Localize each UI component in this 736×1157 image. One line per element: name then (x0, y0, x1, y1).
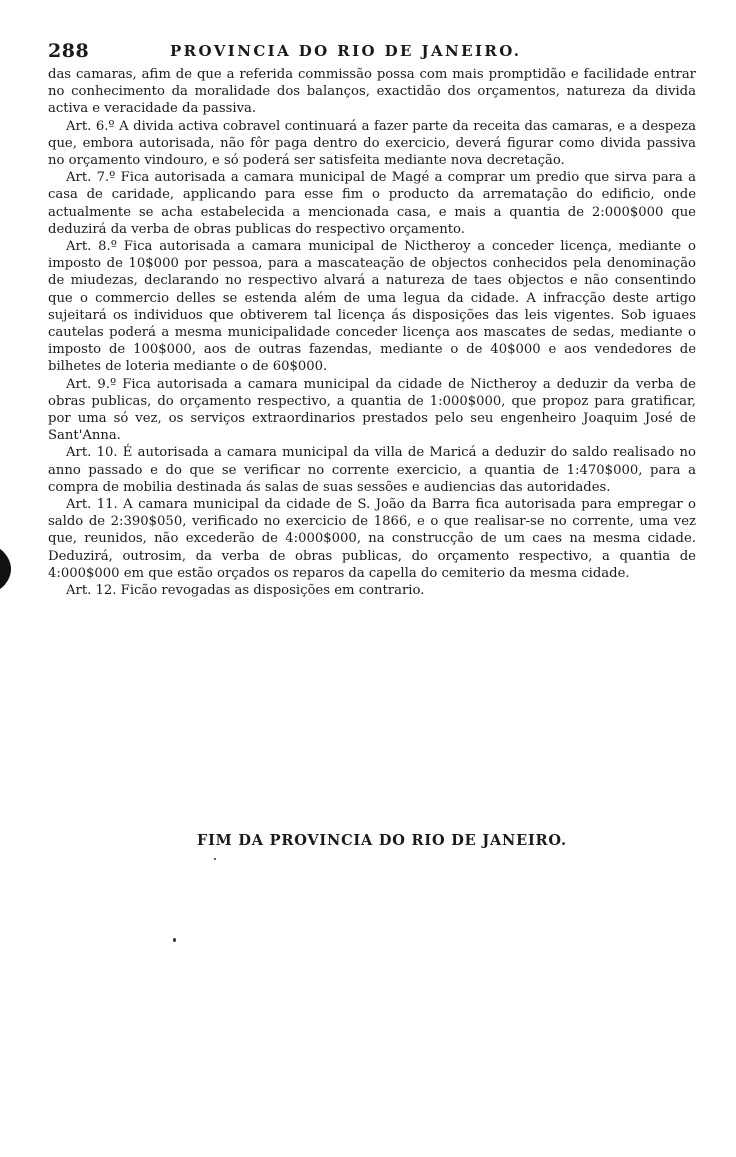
paragraph-continuation: das camaras, afim de que a referida commissão possa com mais promptidão e facilidade entrar no conhecimento da moralidade dos balanços, exactidão dos orçamentos, natureza da divida activa e veracidade da passiva. (48, 67, 696, 117)
article-10: Art. 10. É autorisada a camara municipal da villa de Maricá a deduzir do saldo realisado no anno passado e do que se verificar no corrente exercicio, a quantia de 1:470$000, para a compra de mobilia destinada ás salas de suas sessões e audiencias das autoridades. (48, 445, 696, 495)
ink-speck (214, 858, 216, 860)
ink-speck (173, 938, 176, 942)
article-7: Art. 7.º Fica autorisada a camara municipal de Magé a comprar um predio que sirva para a casa de caridade, applicando para esse fim o producto da arrematação do edificio, onde actualmente se acha estabelecida a mencionada casa, e mais a quantia de 2:000$000 que deduzirá da verba de obras publicas do respectivo orçamento. (48, 170, 696, 237)
article-8: Art. 8.º Fica autorisada a camara municipal de Nictheroy a conceder licença, mediante o imposto de 10$000 por pessoa, para a mascateação de objectos conhecidos pela denominação de miudezas, declarando no respectivo alvará a natureza de taes objectos e não consentindo que o commercio delles se estenda além de uma legua da cidade. A infracção deste artigo sujeitará os individuos que obtiverem tal licença ás disposições das leis vigentes. Sob iguaes cautelas poderá a mesma municipalidade conceder licença aos mascates de sedas, mediante o imposto de 100$000, aos de outras fazendas, mediante o de 40$000 e aos vendedores de bilhetes de loteria mediante o de 60$000. (48, 239, 696, 375)
closing-heading: FIM DA PROVINCIA DO RIO DE JANEIRO. (197, 832, 567, 849)
page (48, 40, 696, 599)
page-edge-mark (0, 545, 12, 593)
article-6: Art. 6.º A divida activa cobravel continuará a fazer parte da receita das camaras, e a despeza que, embora autorisada, não fôr paga dentro do exercicio, deverá figurar como divida passiva no orçamento vindouro, e só poderá ser satisfeita mediante nova decretação. (48, 118, 696, 169)
page-number: 288 (48, 40, 90, 62)
body-text (48, 66, 696, 599)
article-11: Art. 11. A camara municipal da cidade de S. João da Barra fica autorisada para empregar o saldo de 2:390$050, verificado no exercicio de 1866, e o que realisar-se no corrente, uma vez que, reunidos, não excederão de 4:000$000, na construcção de um caes na mesma cidade. Deduzirá, outrosim, da verba de obras publicas, do orçamento respectivo, a quantia de 4:000$000 em que estão orçados os reparos da capella do cemiterio da mesma cidade. (48, 497, 696, 581)
page-header (48, 40, 696, 66)
article-9: Art. 9.º Fica autorisada a camara municipal da cidade de Nictheroy a deduzir da verba de obras publicas, do orçamento respectivo, a quantia de 1:000$000, que propoz para gratificar, por uma só vez, os serviços extraordinarios prestados pelo seu engenheiro Joaquim José de Sant'Anna. (48, 376, 696, 444)
running-head: PROVINCIA DO RIO DE JANEIRO. (170, 42, 522, 60)
article-12: Art. 12. Ficão revogadas as disposições em contrario. (66, 583, 425, 599)
